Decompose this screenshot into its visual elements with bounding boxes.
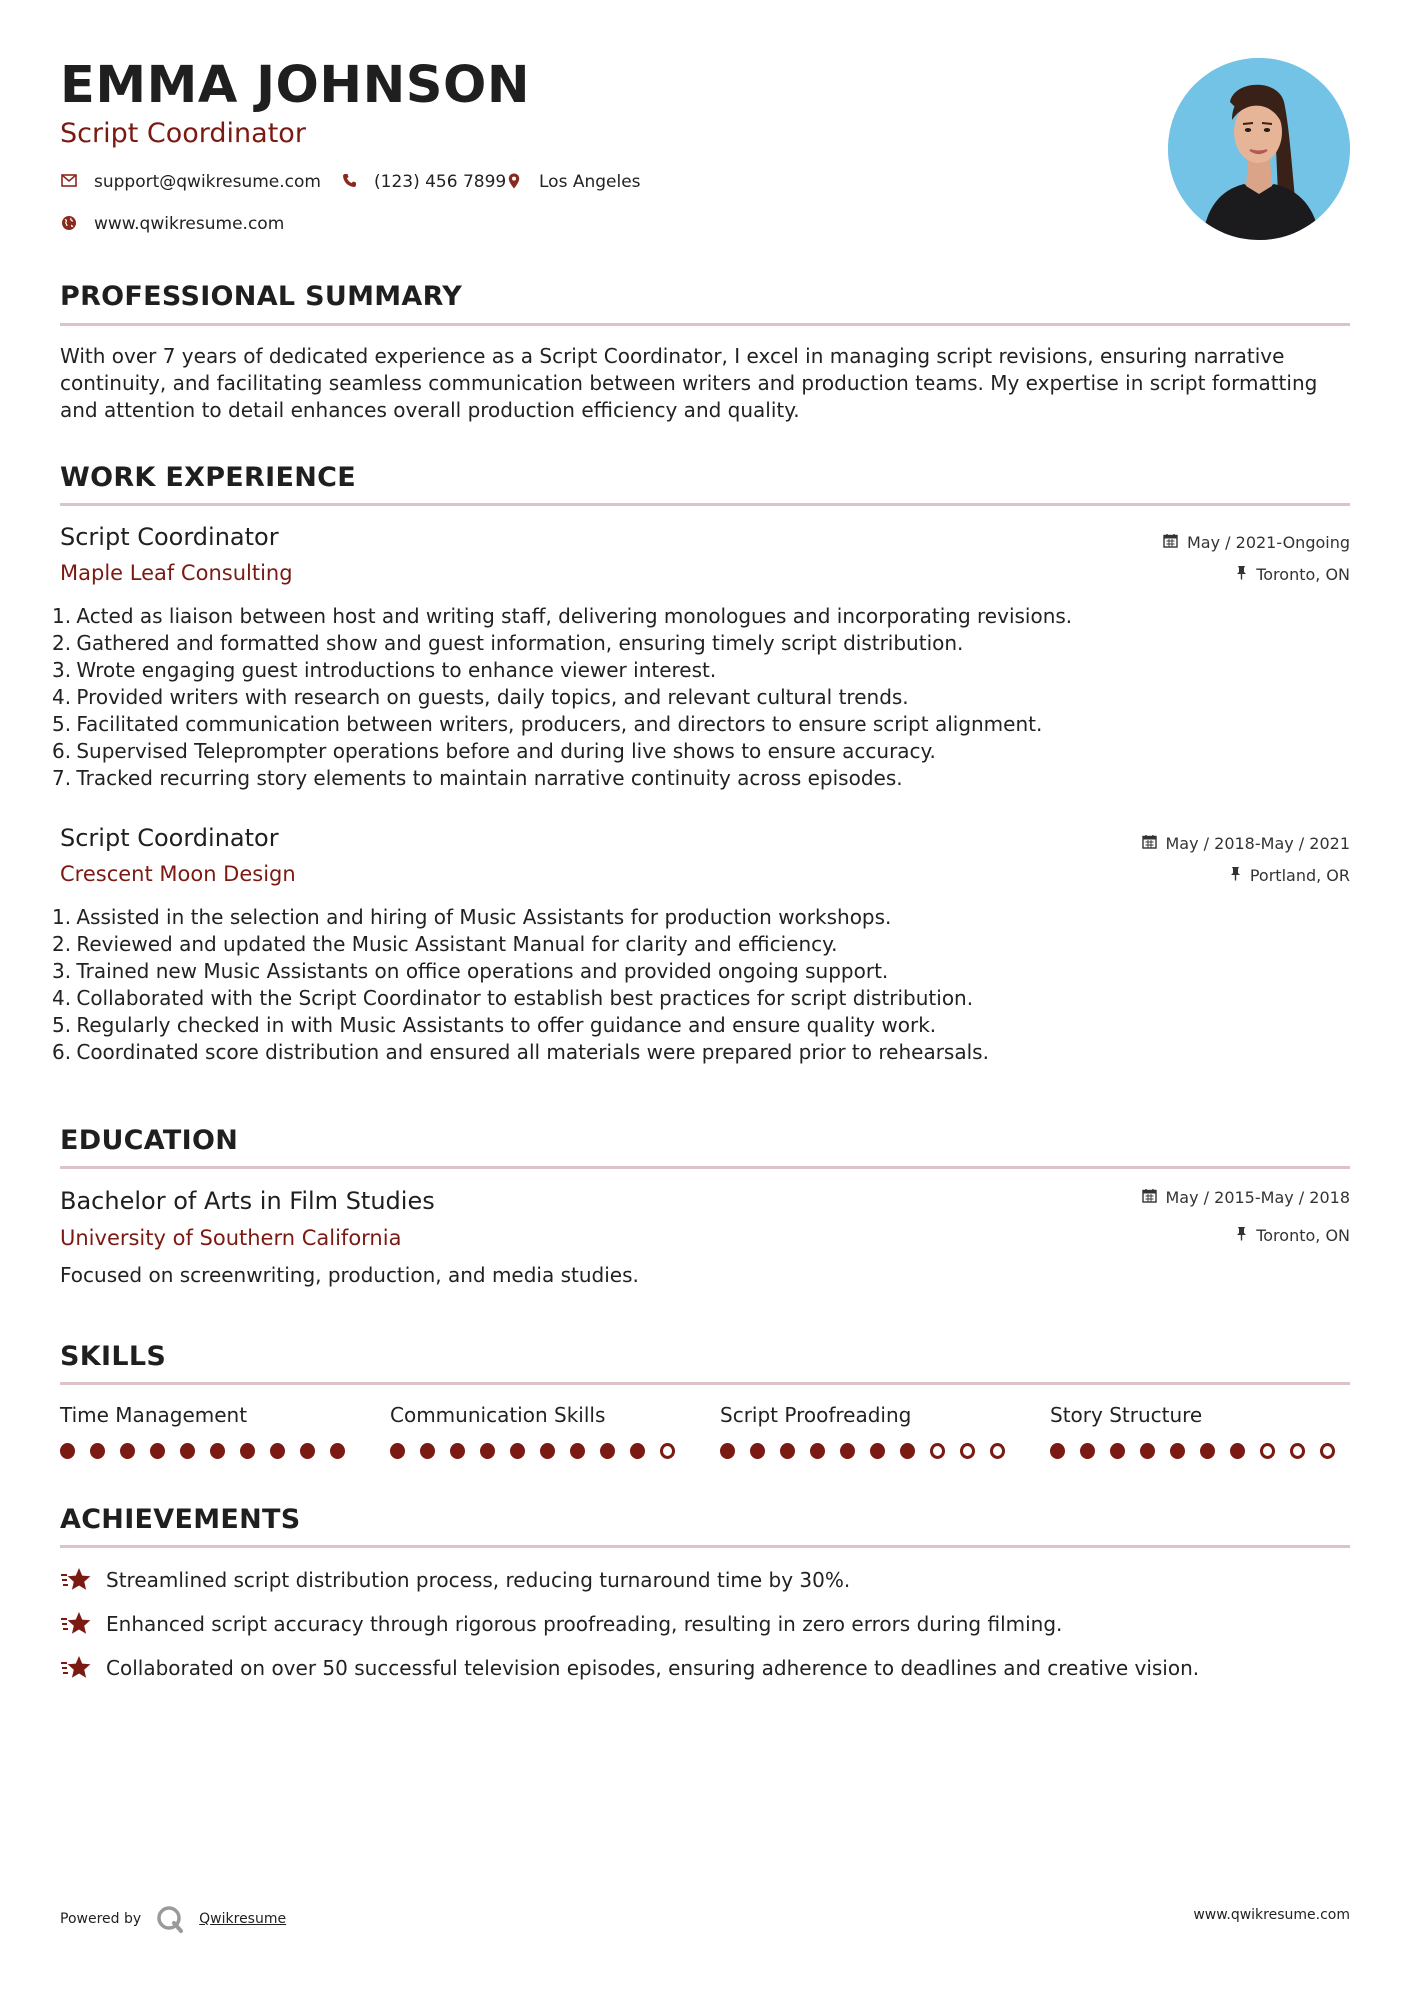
section-divider	[60, 1545, 1350, 1548]
rating-dot-filled	[840, 1443, 855, 1459]
rating-dot-filled	[1230, 1443, 1245, 1459]
contact-phone[interactable]	[340, 172, 506, 192]
rating-dot-empty	[1290, 1443, 1305, 1459]
candidate-name: EMMA JOHNSON	[60, 56, 531, 115]
powered-by-label: Powered by	[60, 1911, 142, 1927]
list-item: 2. Reviewed and updated the Music Assistant Manual for clarity and efficiency.	[52, 932, 838, 956]
list-item: 1. Acted as liaison between host and writing staff, delivering monologues and incorporating revisions.	[52, 604, 1073, 628]
website-text: www.qwikresume.com	[94, 214, 285, 234]
rating-dot-filled	[270, 1443, 285, 1459]
job-location-text: Portland, OR	[1249, 866, 1350, 885]
skill-name: Communication Skills	[390, 1403, 606, 1427]
rating-dot-filled	[600, 1443, 615, 1459]
rating-dot-filled	[90, 1443, 105, 1459]
company-name: Maple Leaf Consulting	[60, 561, 293, 585]
rating-dot-empty	[660, 1443, 675, 1459]
rating-dot-filled	[510, 1443, 525, 1459]
rating-dot-filled	[450, 1443, 465, 1459]
rating-dot-filled	[540, 1443, 555, 1459]
rating-dot-filled	[60, 1443, 75, 1459]
calendar-icon	[1142, 1188, 1157, 1207]
skill-item	[720, 1403, 1020, 1459]
job-title: Script Coordinator	[60, 523, 279, 551]
map-pin-icon	[505, 173, 523, 191]
section-title-summary: PROFESSIONAL SUMMARY	[60, 281, 463, 312]
list-item: 4. Collaborated with the Script Coordinator to establish best practices for script distribution.	[52, 986, 974, 1010]
job-dates-text: May / 2021-Ongoing	[1187, 533, 1350, 552]
education-dates-text: May / 2015-May / 2018	[1165, 1188, 1350, 1207]
skill-rating	[60, 1443, 360, 1459]
rating-dot-filled	[180, 1443, 195, 1459]
achievement-item	[60, 1654, 1199, 1682]
section-divider	[60, 1166, 1350, 1169]
pushpin-icon	[1236, 1226, 1247, 1245]
list-item: 5. Facilitated communication between writers, producers, and directors to ensure script alignment.	[52, 712, 1043, 736]
section-title-skills: SKILLS	[60, 1341, 167, 1372]
list-item: 1. Assisted in the selection and hiring of Music Assistants for production workshops.	[52, 905, 892, 929]
education-location-text: Toronto, ON	[1256, 1226, 1350, 1245]
contact-location	[505, 172, 641, 192]
job-location	[1236, 565, 1350, 584]
rating-dot-filled	[1200, 1443, 1215, 1459]
rating-dot-filled	[810, 1443, 825, 1459]
rating-dot-filled	[1050, 1443, 1065, 1459]
skill-item	[1050, 1403, 1350, 1459]
job-location-text: Toronto, ON	[1256, 565, 1350, 584]
rating-dot-filled	[300, 1443, 315, 1459]
footer-website[interactable]: www.qwikresume.com	[1193, 1907, 1350, 1923]
rating-dot-empty	[960, 1443, 975, 1459]
school-name: University of Southern California	[60, 1226, 402, 1250]
job-dates	[1163, 533, 1350, 552]
rating-dot-empty	[1260, 1443, 1275, 1459]
job-dates	[1142, 834, 1351, 853]
achievement-star-icon	[60, 1610, 92, 1638]
rating-dot-filled	[1170, 1443, 1185, 1459]
rating-dot-filled	[720, 1443, 735, 1459]
rating-dot-filled	[390, 1443, 405, 1459]
achievement-text: Collaborated on over 50 successful television episodes, ensuring adherence to deadlines and creative vision.	[106, 1656, 1200, 1680]
skill-rating	[720, 1443, 1020, 1459]
rating-dot-filled	[420, 1443, 435, 1459]
rating-dot-filled	[330, 1443, 345, 1459]
section-title-experience: WORK EXPERIENCE	[60, 462, 356, 493]
summary-text: With over 7 years of dedicated experience as a Script Coordinator, I excel in managing script revisions, ensuring narrative continuity, and facilitating seamless communication between writers and production teams. My expertise in script formatting and attention to detail enhances overall production efficiency and quality.	[60, 344, 1318, 422]
rating-dot-filled	[1080, 1443, 1095, 1459]
skill-name: Time Management	[60, 1403, 248, 1427]
achievement-star-icon	[60, 1566, 92, 1594]
calendar-icon	[1142, 834, 1157, 853]
brand-link[interactable]: Qwikresume	[199, 1911, 287, 1927]
pushpin-icon	[1230, 866, 1241, 885]
education-description: Focused on screenwriting, production, and media studies.	[60, 1263, 639, 1287]
rating-dot-empty	[930, 1443, 945, 1459]
section-divider	[60, 1382, 1350, 1385]
phone-icon	[340, 173, 358, 191]
skill-item	[60, 1403, 360, 1459]
rating-dot-filled	[900, 1443, 915, 1459]
list-item: 3. Wrote engaging guest introductions to enhance viewer interest.	[52, 658, 717, 682]
section-title-achievements: ACHIEVEMENTS	[60, 1504, 301, 1535]
list-item: 2. Gathered and formatted show and guest information, ensuring timely script distribution.	[52, 631, 964, 655]
envelope-icon	[60, 173, 78, 191]
rating-dot-filled	[480, 1443, 495, 1459]
section-divider	[60, 323, 1350, 326]
skill-rating	[390, 1443, 690, 1459]
contact-website[interactable]	[60, 214, 284, 234]
email-text: support@qwikresume.com	[94, 172, 321, 192]
location-text: Los Angeles	[539, 172, 641, 192]
skill-item	[390, 1403, 690, 1459]
list-item: 4. Provided writers with research on guests, daily topics, and relevant cultural trends.	[52, 685, 909, 709]
skill-name: Story Structure	[1050, 1403, 1203, 1427]
achievement-text: Streamlined script distribution process, reducing turnaround time by 30%.	[106, 1568, 851, 1592]
rating-dot-filled	[870, 1443, 885, 1459]
globe-icon	[60, 215, 78, 233]
achievement-item	[60, 1566, 850, 1594]
rating-dot-filled	[1110, 1443, 1125, 1459]
education-dates	[1142, 1188, 1351, 1207]
rating-dot-empty	[1320, 1443, 1335, 1459]
education-location	[1236, 1226, 1350, 1245]
list-item: 3. Trained new Music Assistants on office operations and provided ongoing support.	[52, 959, 889, 983]
job-location	[1230, 866, 1350, 885]
rating-dot-filled	[630, 1443, 645, 1459]
list-item: 7. Tracked recurring story elements to maintain narrative continuity across episodes.	[52, 766, 903, 790]
phone-text: (123) 456 7899	[374, 172, 507, 192]
skill-name: Script Proofreading	[720, 1403, 912, 1427]
section-divider	[60, 503, 1350, 506]
list-item: 5. Regularly checked in with Music Assistants to offer guidance and ensure quality work.	[52, 1013, 937, 1037]
job-bullets	[52, 904, 1310, 1066]
footer-powered-by	[60, 1904, 286, 1934]
skill-rating	[1050, 1443, 1350, 1459]
job-title: Script Coordinator	[60, 824, 279, 852]
rating-dot-filled	[750, 1443, 765, 1459]
job-dates-text: May / 2018-May / 2021	[1165, 834, 1350, 853]
achievement-star-icon	[60, 1654, 92, 1682]
rating-dot-filled	[570, 1443, 585, 1459]
rating-dot-filled	[120, 1443, 135, 1459]
degree-title: Bachelor of Arts in Film Studies	[60, 1187, 435, 1215]
section-title-education: EDUCATION	[60, 1125, 239, 1156]
pushpin-icon	[1236, 565, 1247, 584]
rating-dot-filled	[240, 1443, 255, 1459]
achievement-item	[60, 1610, 1062, 1638]
rating-dot-filled	[210, 1443, 225, 1459]
job-bullets	[52, 603, 1310, 792]
rating-dot-filled	[150, 1443, 165, 1459]
rating-dot-filled	[1140, 1443, 1155, 1459]
profile-photo	[1168, 58, 1350, 240]
list-item: 6. Coordinated score distribution and ensured all materials were prepared prior to rehearsals.	[52, 1040, 989, 1064]
list-item: 6. Supervised Teleprompter operations before and during live shows to ensure accuracy.	[52, 739, 936, 763]
candidate-title: Script Coordinator	[60, 118, 306, 149]
contact-email[interactable]	[60, 172, 321, 192]
qwikresume-logo-icon	[155, 1904, 185, 1934]
calendar-icon	[1163, 533, 1178, 552]
rating-dot-empty	[990, 1443, 1005, 1459]
achievement-text: Enhanced script accuracy through rigorous proofreading, resulting in zero errors during filming.	[106, 1612, 1063, 1636]
rating-dot-filled	[780, 1443, 795, 1459]
company-name: Crescent Moon Design	[60, 862, 296, 886]
